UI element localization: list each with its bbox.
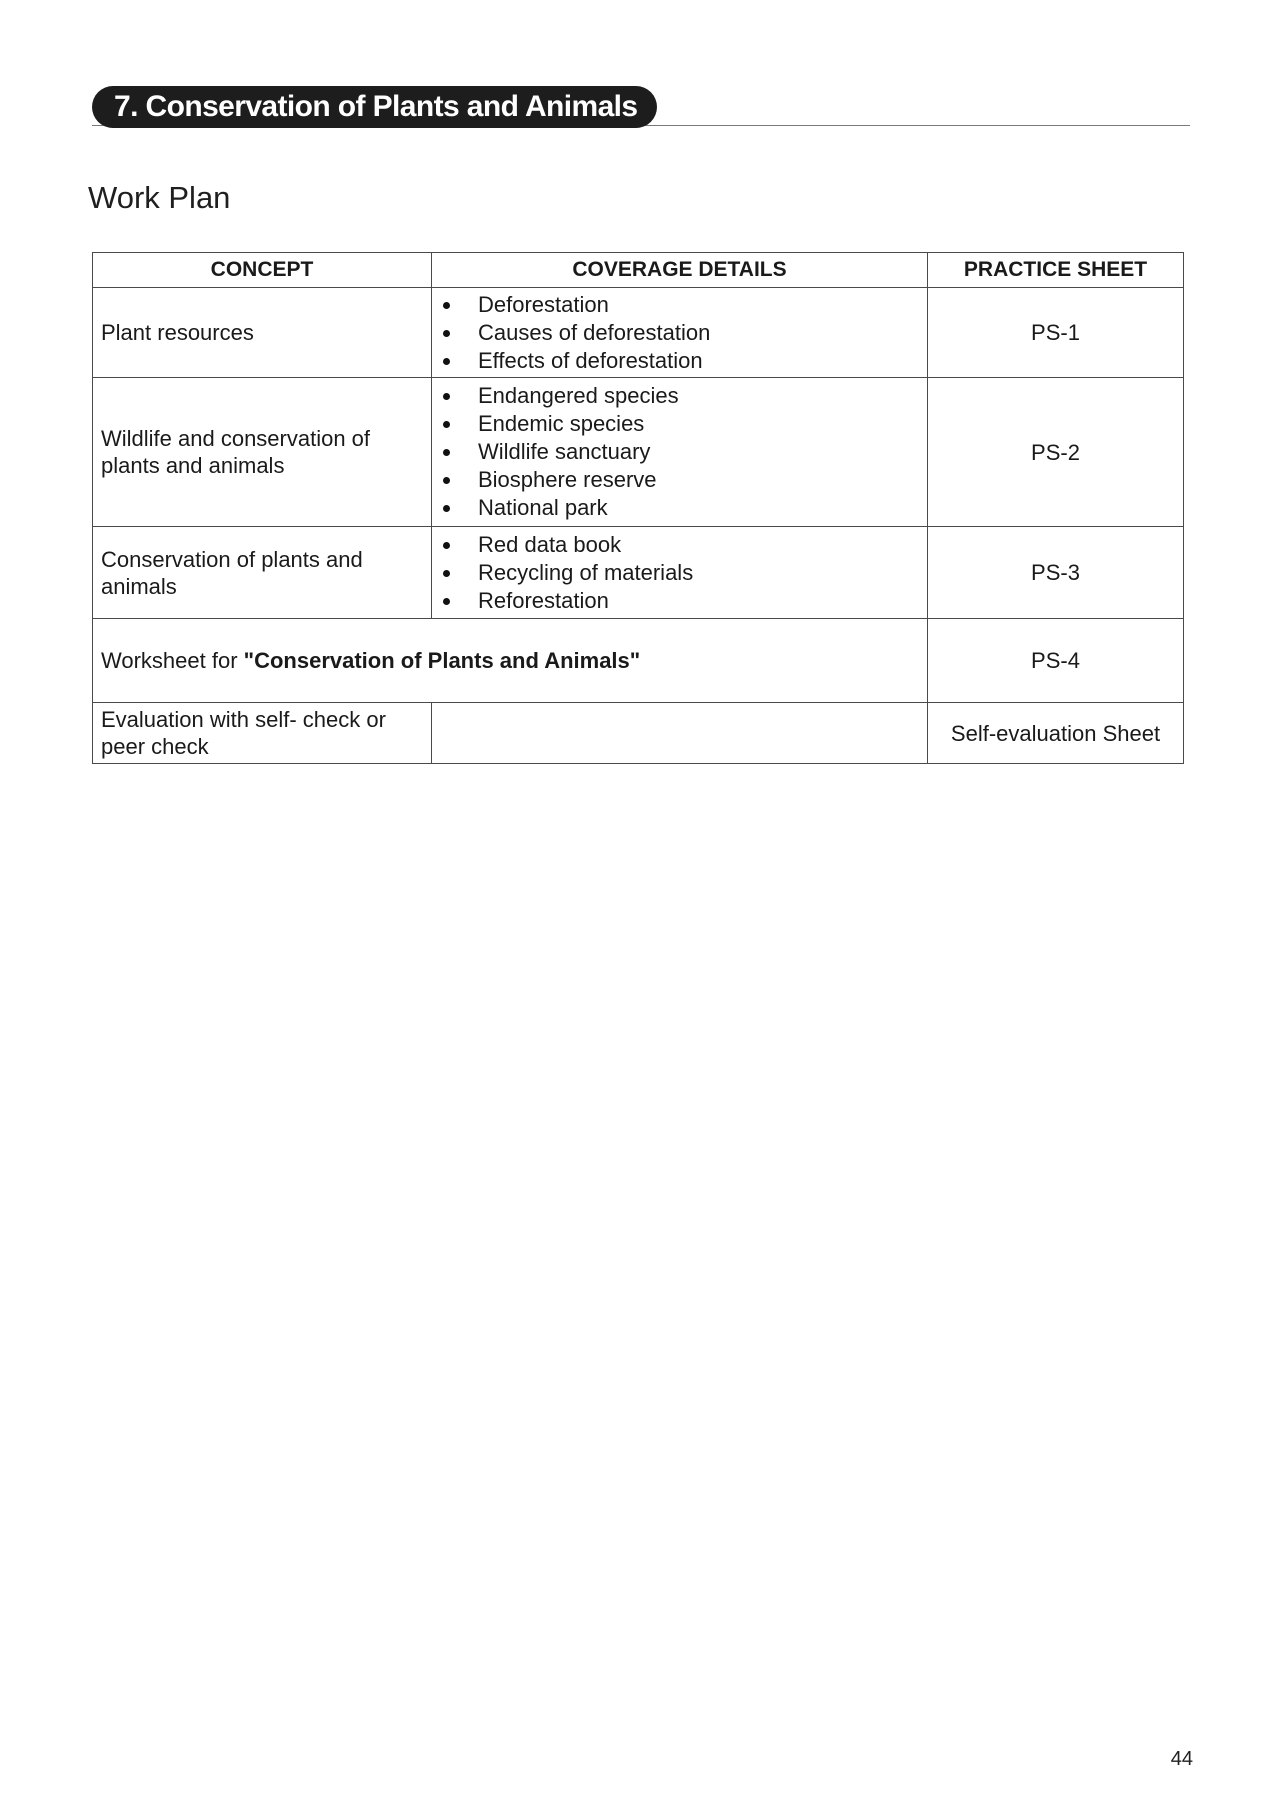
list-item: Red data book: [440, 531, 919, 559]
worksheet-cell: [93, 619, 928, 703]
practice-sheet-cell: Self-evaluation Sheet: [928, 703, 1184, 764]
list-item: Reforestation: [440, 587, 919, 615]
worksheet-row: [93, 619, 1184, 703]
section-title: Work Plan: [88, 180, 231, 215]
practice-sheet-cell: PS-2: [928, 378, 1184, 527]
list-item: Endangered species: [440, 382, 919, 410]
table-header-row: [93, 253, 1184, 288]
list-item: Endemic species: [440, 410, 919, 438]
coverage-cell: [432, 527, 928, 619]
chapter-header: [92, 86, 1190, 128]
table-row: [93, 527, 1184, 619]
header-concept: CONCEPT: [93, 253, 432, 288]
header-coverage-details: COVERAGE DETAILS: [432, 253, 928, 288]
coverage-list: [440, 382, 919, 522]
concept-cell: Evaluation with self- check or peer check: [93, 703, 432, 764]
practice-sheet-cell: PS-3: [928, 527, 1184, 619]
evaluation-row: [93, 703, 1184, 764]
concept-cell: Plant resources: [93, 288, 432, 378]
list-item: Wildlife sanctuary: [440, 438, 919, 466]
list-item: National park: [440, 494, 919, 522]
list-item: Recycling of materials: [440, 559, 919, 587]
list-item: Causes of deforestation: [440, 319, 919, 347]
concept-cell: Wildlife and conservation of plants and animals: [93, 378, 432, 527]
chapter-title: 7. Conservation of Plants and Animals: [92, 86, 657, 128]
table-row: [93, 288, 1184, 378]
table-row: [93, 378, 1184, 527]
work-plan-table: [92, 252, 1184, 764]
worksheet-title: "Conservation of Plants and Animals": [243, 648, 641, 673]
coverage-cell: [432, 703, 928, 764]
coverage-list: [440, 531, 919, 615]
coverage-cell: [432, 378, 928, 527]
header-practice-sheet: PRACTICE SHEET: [928, 253, 1184, 288]
page-number: 44: [1170, 1748, 1193, 1770]
list-item: Biosphere reserve: [440, 466, 919, 494]
practice-sheet-cell: PS-4: [928, 619, 1184, 703]
coverage-cell: [432, 288, 928, 378]
list-item: Effects of deforestation: [440, 347, 919, 375]
worksheet-prefix: Worksheet for: [101, 648, 244, 673]
list-item: Deforestation: [440, 291, 919, 319]
practice-sheet-cell: PS-1: [928, 288, 1184, 378]
coverage-list: [440, 291, 919, 375]
concept-cell: Conservation of plants and animals: [93, 527, 432, 619]
